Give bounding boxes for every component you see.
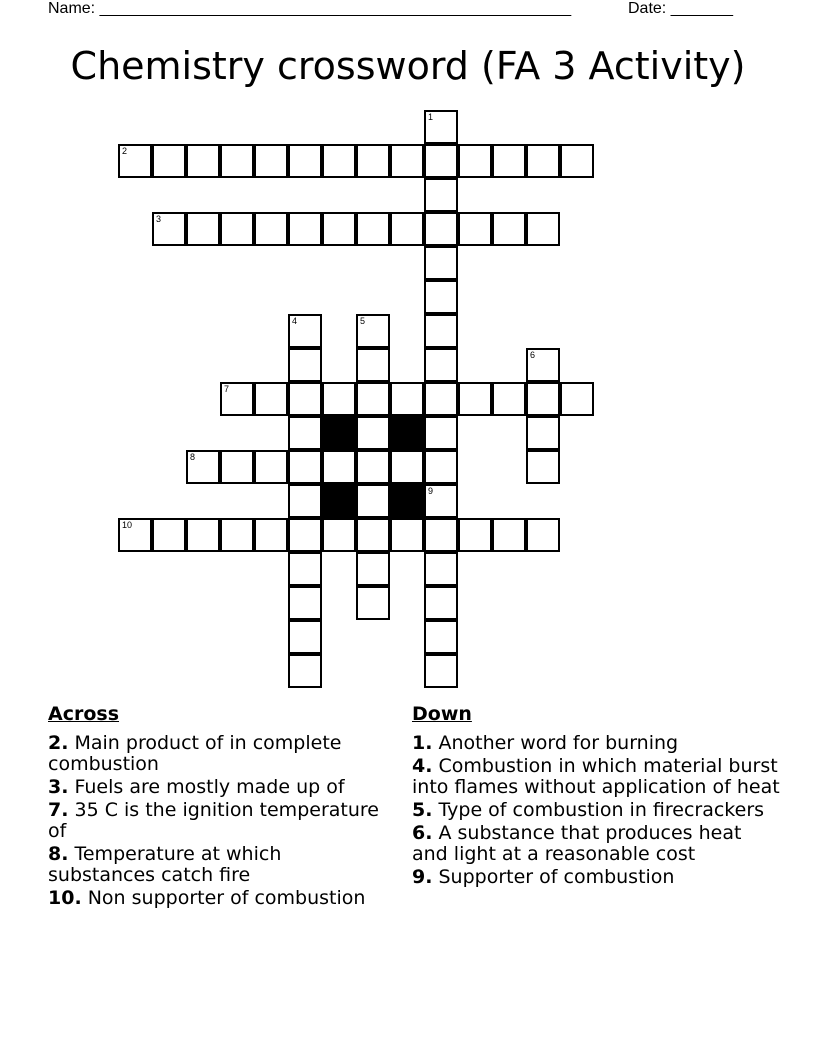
clue-number: 10.: [48, 887, 82, 909]
grid-cell[interactable]: [424, 620, 458, 654]
grid-cell[interactable]: [186, 144, 220, 178]
grid-cell[interactable]: [526, 416, 560, 450]
grid-cell[interactable]: [424, 348, 458, 382]
grid-cell[interactable]: [118, 144, 152, 178]
grid-cell[interactable]: [186, 518, 220, 552]
grid-cell[interactable]: [118, 518, 152, 552]
across-heading: Across: [48, 703, 120, 725]
grid-cell[interactable]: [390, 144, 424, 178]
clue-text: A substance that produces heat and light at a reasonable cost: [412, 822, 742, 865]
grid-cell[interactable]: [356, 314, 390, 348]
clue-text: Fuels are mostly made up of: [68, 776, 345, 798]
grid-cell[interactable]: [526, 348, 560, 382]
grid-cell[interactable]: [288, 654, 322, 688]
grid-cell[interactable]: [526, 518, 560, 552]
grid-cell[interactable]: [424, 416, 458, 450]
grid-block: [390, 484, 424, 518]
clue-number: 7.: [48, 799, 69, 821]
grid-cell[interactable]: [152, 212, 186, 246]
clue-text: Combustion in which material burst into flames without application of heat: [412, 755, 780, 798]
grid-cell[interactable]: [458, 518, 492, 552]
clue-across-7: [48, 800, 393, 842]
grid-cell[interactable]: [254, 450, 288, 484]
grid-cell[interactable]: [424, 382, 458, 416]
clue-number-label: 6: [530, 350, 536, 360]
grid-cell[interactable]: [424, 552, 458, 586]
grid-cell[interactable]: [220, 450, 254, 484]
grid-cell[interactable]: [186, 212, 220, 246]
grid-cell[interactable]: [152, 144, 186, 178]
clue-number-label: 4: [292, 316, 298, 326]
clue-across-8: [48, 844, 393, 886]
grid-cell[interactable]: [254, 518, 288, 552]
grid-cell[interactable]: [424, 518, 458, 552]
grid-cell[interactable]: [220, 382, 254, 416]
grid-cell[interactable]: [458, 382, 492, 416]
grid-cell[interactable]: [390, 450, 424, 484]
clue-down-9: [412, 867, 782, 888]
grid-cell[interactable]: [288, 382, 322, 416]
clue-number-label: 5: [360, 316, 366, 326]
grid-cell[interactable]: [424, 586, 458, 620]
grid-cell[interactable]: [322, 450, 356, 484]
clue-text: Main product of in complete combustion: [48, 732, 342, 775]
grid-cell[interactable]: [288, 586, 322, 620]
clue-down-4: [412, 756, 782, 798]
grid-cell[interactable]: [288, 314, 322, 348]
grid-cell[interactable]: [424, 280, 458, 314]
grid-cell[interactable]: [458, 144, 492, 178]
grid-cell[interactable]: [322, 518, 356, 552]
grid-cell[interactable]: [424, 314, 458, 348]
clue-text: Another word for burning: [432, 732, 679, 754]
grid-cell[interactable]: [356, 348, 390, 382]
clue-across-2: [48, 733, 393, 775]
clue-number: 8.: [48, 843, 69, 865]
grid-cell[interactable]: [390, 518, 424, 552]
grid-cell[interactable]: [322, 212, 356, 246]
clue-number-label: 8: [190, 452, 196, 462]
grid-cell[interactable]: [424, 144, 458, 178]
grid-cell[interactable]: [254, 144, 288, 178]
clue-number: 5.: [412, 799, 433, 821]
grid-cell[interactable]: [288, 348, 322, 382]
clue-across-10: [48, 888, 393, 909]
grid-cell[interactable]: [288, 552, 322, 586]
grid-cell[interactable]: [424, 484, 458, 518]
clue-across-3: [48, 777, 393, 798]
clue-text: Temperature at which substances catch fire: [48, 843, 282, 886]
grid-cell[interactable]: [356, 382, 390, 416]
grid-cell[interactable]: [492, 518, 526, 552]
clue-number: 1.: [412, 732, 433, 754]
grid-cell[interactable]: [492, 382, 526, 416]
grid-cell[interactable]: [220, 518, 254, 552]
grid-cell[interactable]: [424, 212, 458, 246]
clue-text: Type of combustion in firecrackers: [432, 799, 765, 821]
down-heading: Down: [412, 703, 472, 725]
clue-down-1: [412, 733, 782, 754]
grid-cell[interactable]: [424, 450, 458, 484]
grid-cell[interactable]: [356, 586, 390, 620]
grid-cell[interactable]: [356, 144, 390, 178]
clue-number: 2.: [48, 732, 69, 754]
grid-cell[interactable]: [288, 450, 322, 484]
grid-cell[interactable]: [288, 484, 322, 518]
grid-cell[interactable]: [356, 212, 390, 246]
grid-cell[interactable]: [560, 144, 594, 178]
grid-cell[interactable]: [220, 212, 254, 246]
grid-cell[interactable]: [254, 382, 288, 416]
clue-text: Supporter of combustion: [432, 866, 675, 888]
clue-number: 6.: [412, 822, 433, 844]
grid-cell[interactable]: [424, 110, 458, 144]
grid-block: [322, 416, 356, 450]
grid-cell[interactable]: [288, 620, 322, 654]
clue-number-label: 9: [428, 486, 434, 496]
grid-cell[interactable]: [288, 518, 322, 552]
grid-cell[interactable]: [390, 382, 424, 416]
grid-cell[interactable]: [526, 212, 560, 246]
clue-text: 35 C is the ignition temperature of: [48, 799, 379, 842]
grid-block: [390, 416, 424, 450]
grid-cell[interactable]: [560, 382, 594, 416]
grid-cell[interactable]: [424, 178, 458, 212]
grid-cell[interactable]: [458, 212, 492, 246]
grid-cell[interactable]: [288, 416, 322, 450]
grid-cell[interactable]: [356, 552, 390, 586]
grid-cell[interactable]: [356, 518, 390, 552]
grid-cell[interactable]: [152, 518, 186, 552]
grid-cell[interactable]: [322, 382, 356, 416]
grid-cell[interactable]: [356, 450, 390, 484]
clue-number-label: 1: [428, 112, 434, 122]
clue-number: 3.: [48, 776, 69, 798]
clue-down-5: [412, 800, 782, 821]
across-clues: [48, 702, 393, 911]
grid-cell[interactable]: [356, 484, 390, 518]
grid-cell[interactable]: [424, 246, 458, 280]
clue-number-label: 10: [122, 520, 133, 530]
grid-cell[interactable]: [322, 144, 356, 178]
clue-number-label: 3: [156, 214, 162, 224]
down-clues: [412, 702, 782, 890]
grid-cell[interactable]: [356, 416, 390, 450]
page-title: Chemistry crossword (FA 3 Activity): [70, 44, 746, 88]
grid-cell[interactable]: [526, 144, 560, 178]
grid-cell[interactable]: [186, 450, 220, 484]
grid-cell[interactable]: [492, 212, 526, 246]
clue-text: Non supporter of combustion: [81, 887, 366, 909]
grid-cell[interactable]: [492, 144, 526, 178]
grid-block: [322, 484, 356, 518]
grid-cell[interactable]: [526, 450, 560, 484]
grid-cell[interactable]: [526, 382, 560, 416]
grid-cell[interactable]: [424, 654, 458, 688]
grid-cell[interactable]: [288, 144, 322, 178]
clue-number: 9.: [412, 866, 433, 888]
date-field-line[interactable]: Date: _______: [628, 0, 733, 17]
clue-number-label: 7: [224, 384, 230, 394]
grid-cell[interactable]: [254, 212, 288, 246]
grid-cell[interactable]: [288, 212, 322, 246]
clue-number: 4.: [412, 755, 433, 777]
clue-down-6: [412, 823, 782, 865]
grid-cell[interactable]: [220, 144, 254, 178]
clue-number-label: 2: [122, 146, 128, 156]
name-field-line[interactable]: Name: _____________________________________________________: [48, 0, 572, 17]
grid-cell[interactable]: [390, 212, 424, 246]
